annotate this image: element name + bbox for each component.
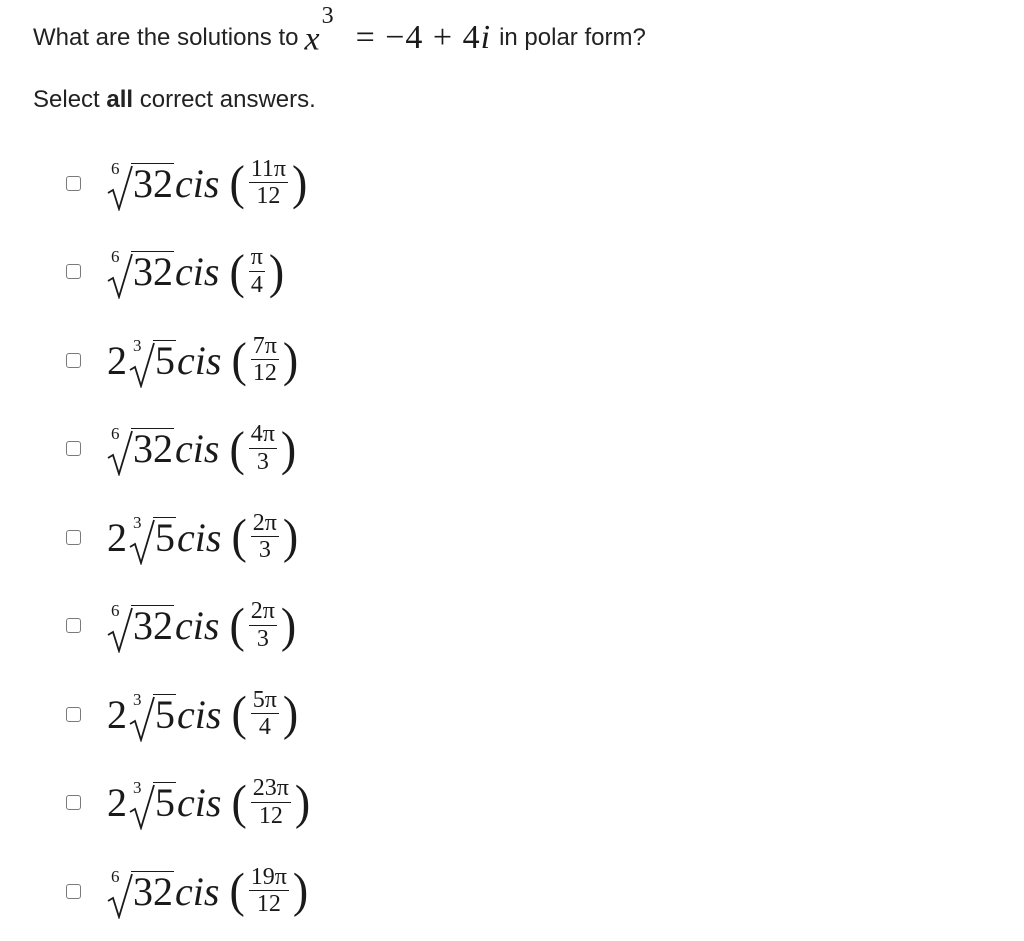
answer-expression[interactable]: [107, 334, 298, 386]
radicand: 5: [155, 780, 175, 825]
fraction-denominator: 12: [256, 891, 281, 917]
fraction-numerator: 2π: [250, 598, 275, 625]
fraction-denominator: 3: [256, 625, 269, 652]
angle-fraction: [249, 422, 277, 474]
radicand: 5: [155, 514, 175, 560]
answer-expression[interactable]: [107, 865, 308, 917]
root-index: 6: [111, 424, 120, 443]
radical: [107, 601, 174, 648]
coefficient: 2: [107, 337, 127, 383]
radicand: 32: [133, 249, 173, 294]
answer-option[interactable]: [66, 142, 307, 224]
radicand: 5: [155, 691, 175, 737]
radicand: 32: [133, 160, 173, 206]
root-index: 3: [133, 512, 142, 532]
root-index: 6: [111, 601, 120, 620]
left-paren: (: [231, 775, 247, 829]
radical: [129, 689, 176, 737]
fraction-denominator: 12: [258, 802, 283, 829]
fraction-numerator: 4π: [250, 421, 275, 448]
root-index: 6: [111, 866, 120, 886]
fraction-denominator: 4: [250, 271, 263, 298]
answer-checkbox[interactable]: [66, 530, 81, 545]
left-paren: (: [231, 509, 247, 564]
equation-rhs: = −4 + 4i: [355, 19, 492, 56]
root-index: 3: [133, 689, 142, 709]
instruction-text: Select all correct answers.: [33, 86, 316, 113]
radical: [107, 247, 174, 294]
right-paren: ): [292, 863, 309, 918]
left-paren: (: [229, 155, 245, 210]
answer-expression[interactable]: [107, 422, 296, 474]
cis-function: cis: [177, 514, 222, 560]
left-paren: (: [229, 244, 245, 298]
instruction-emphasis: all: [106, 86, 134, 113]
answer-expression[interactable]: [107, 776, 310, 828]
answer-option[interactable]: [66, 496, 298, 578]
cis-function: cis: [175, 160, 220, 206]
cis-function: cis: [175, 426, 220, 471]
angle-fraction: [251, 511, 279, 563]
right-paren: ): [282, 332, 299, 387]
fraction-numerator: 19π: [250, 863, 287, 890]
cis-function: cis: [175, 868, 220, 914]
angle-fraction: [249, 865, 289, 917]
root-index: 3: [133, 335, 142, 355]
angle-fraction: [249, 245, 265, 297]
question-suffix: in polar form?: [499, 24, 646, 51]
answer-checkbox[interactable]: [66, 884, 81, 899]
answer-option[interactable]: [66, 231, 284, 313]
fraction-numerator: 7π: [252, 332, 277, 359]
radical: [129, 335, 176, 383]
answer-option[interactable]: [66, 408, 296, 490]
radicand: 32: [133, 603, 173, 648]
radical: [129, 512, 176, 560]
right-paren: ): [280, 421, 297, 475]
answer-option[interactable]: [66, 762, 310, 844]
question-prompt: [33, 3, 646, 62]
answer-checkbox[interactable]: [66, 618, 81, 633]
answer-option[interactable]: [66, 850, 308, 932]
radicand: 32: [133, 868, 173, 914]
equation-exponent: 3: [321, 3, 334, 30]
answer-option[interactable]: [66, 319, 298, 401]
cis-function: cis: [177, 691, 222, 737]
fraction-denominator: 3: [256, 448, 269, 475]
root-index: 3: [133, 778, 142, 797]
fraction-denominator: 3: [258, 537, 271, 563]
fraction-denominator: 12: [256, 183, 281, 209]
angle-fraction: [251, 688, 279, 740]
cis-function: cis: [177, 780, 222, 825]
coefficient: 2: [107, 780, 127, 825]
left-paren: (: [229, 598, 245, 652]
fraction-numerator: π: [250, 244, 263, 271]
answer-expression[interactable]: [107, 157, 307, 209]
fraction-numerator: 11π: [250, 155, 286, 182]
answer-expression[interactable]: [107, 599, 296, 651]
radical: [107, 158, 174, 206]
right-paren: ): [292, 155, 308, 210]
answer-checkbox[interactable]: [66, 353, 81, 368]
fraction-denominator: 12: [252, 360, 277, 386]
cis-function: cis: [177, 337, 222, 383]
fraction-numerator: 5π: [252, 686, 277, 713]
fraction-numerator: 2π: [252, 509, 277, 536]
answer-expression[interactable]: [107, 511, 298, 563]
radical: [107, 866, 174, 914]
right-paren: ): [280, 598, 297, 652]
equation-variable: $x^3$: [304, 3, 334, 58]
answer-option[interactable]: [66, 673, 298, 755]
answer-checkbox[interactable]: [66, 707, 81, 722]
answer-expression[interactable]: [107, 688, 298, 740]
angle-fraction: [249, 599, 277, 651]
coefficient: 2: [107, 691, 127, 737]
answer-expression[interactable]: [107, 245, 284, 297]
angle-fraction: [251, 334, 279, 386]
radicand: 32: [133, 426, 173, 471]
root-index: 6: [111, 158, 120, 178]
answer-checkbox[interactable]: [66, 795, 81, 810]
right-paren: ): [282, 686, 299, 741]
angle-fraction: [249, 157, 288, 209]
fraction-numerator: 23π: [252, 775, 289, 802]
answer-option[interactable]: [66, 585, 296, 667]
radical: [129, 778, 176, 825]
right-paren: ): [268, 244, 285, 298]
fraction-denominator: 4: [258, 714, 271, 740]
angle-fraction: [251, 776, 291, 828]
root-index: 6: [111, 247, 120, 266]
cis-function: cis: [175, 603, 220, 648]
radical: [107, 424, 174, 471]
answer-checkbox[interactable]: [66, 264, 81, 279]
radicand: 5: [155, 337, 175, 383]
answer-checkbox[interactable]: [66, 176, 81, 191]
left-paren: (: [231, 686, 247, 741]
cis-function: cis: [175, 249, 220, 294]
left-paren: (: [231, 332, 247, 387]
right-paren: ): [282, 509, 299, 564]
right-paren: ): [294, 775, 311, 829]
coefficient: 2: [107, 514, 127, 560]
left-paren: (: [229, 421, 245, 475]
left-paren: (: [229, 863, 245, 918]
answer-checkbox[interactable]: [66, 441, 81, 456]
question-prefix: What are the solutions to: [33, 24, 299, 51]
